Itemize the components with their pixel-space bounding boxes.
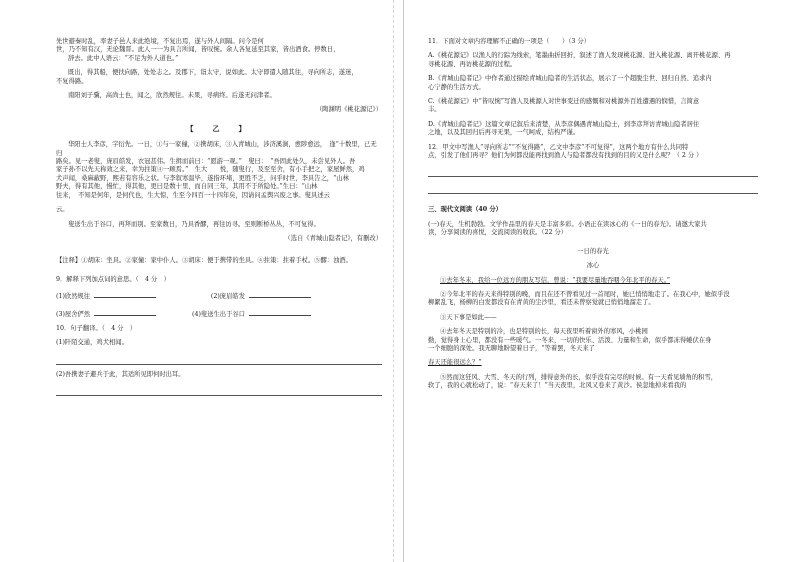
option-b-continued: 心宁静的生活方式。 <box>428 83 485 91</box>
passage-b-paragraph: 路矣。见一老叟，庞眉皓发，衣冠甚伟。生揖而前曰：“愿游一观。” 叟曰： “吾固此处久，未尝见外人。吾 <box>56 158 356 166</box>
passage-a-paragraph: 辞去。此中人语云：“不足为外人道也。” <box>68 54 179 62</box>
question-10-sentence-1: (1)阡陌交通，鸡犬相闻。 <box>56 339 128 347</box>
essay-paragraph: ①去年冬末，我给一位远方的朋友写信，曾说：“我要尽量地吞咽今年北平的春天。” <box>440 276 670 284</box>
section-3-intro-continued: 读，分享阅读的喜悦，交流阅读的收获。（22 分） <box>428 229 568 237</box>
passage-b-paragraph: 野夫，得有其他，慢忙，得其他，更曰是数十里，而自同三年，其用不于所隐处。”生曰：“山林 <box>56 183 318 191</box>
essay-paragraph: ⑤然而这狂风、大雪、冬天的行列，排得意外的长，似乎没有完尽的时候。有一天看见墙角的积雪， <box>440 373 718 381</box>
passage-a-paragraph: 既出，得其船，便扶向路，处处志之。及郡下，诣太守，说如此。太守即遣人随其往，寻向所志，遂迷， <box>68 69 358 77</box>
essay-title: 一日的春光 <box>577 247 609 255</box>
left-column <box>56 38 382 396</box>
question-12-continued: 点，引发了他们再寻？他们为何都没能再找到渔人与隐者都没有找到的目的又是什么呢？（ 2 分 ） <box>428 152 703 160</box>
fold-dashed-line <box>393 0 394 562</box>
option-d: D.《青城山隐者记》这篇文章记叙后来清楚，从李彦偶遇青城山隐士，到李彦拜访青城山隐者居住 <box>428 120 700 128</box>
essay-paragraph: 勤，觉得身上心里，都没有一些暖气。一冬来，一切的快乐、活泼、力量和生命，似乎都冻得蜷伏在身 <box>428 336 712 344</box>
question-9-item: (4)叟送生出于谷口 <box>192 309 311 319</box>
passage-a-paragraph: 世，乃不知有汉，无论魏晋。此人一一为具言所闻，皆叹惋。余人各复延至其家，皆出酒食。停数日， <box>56 46 340 54</box>
answer-blank[interactable] <box>94 291 156 298</box>
answer-line[interactable] <box>428 167 758 177</box>
option-c: C.《桃花源记》中“皆叹惋”写渔人及桃源人对世事变迁的感慨和对桃源外百姓遭遇的悯惜，言简意 <box>428 98 700 106</box>
right-column <box>428 38 758 391</box>
essay-author: 冰心 <box>586 262 600 270</box>
annotation-note: 【注释】①胡床：坐具。②家僮：家中仆人。③胡床：便于携带的坐具。④拄策：拄着手杖。⑤醪：浊酒。 <box>56 257 352 265</box>
essay-paragraph: ③天下事是如此—— <box>440 313 497 321</box>
option-a: A.《桃花源记》以渔人的行踪为线索，笔墨曲折回折，叙述了渔人发现桃花源、进入桃花源、离开桃花源、再 <box>428 52 731 60</box>
passage-b-paragraph: 家子孙不以先天称效之来，幸为拄策④一顾焉。” 生大 悦，随叟行，及至至舍，有小手把之，家屋鲜然，鸡 <box>56 166 365 174</box>
essay-paragraph: 软了，我的心就松动了，说：“春天来了！”当天夜里，北风又卷来了黄沙。侯忽地掉来看我的 <box>428 382 687 390</box>
question-10: 10．句子翻译。（ 4 分 ） <box>56 324 137 332</box>
question-9-item: (2)庞眉皓发 <box>211 291 311 301</box>
essay-paragraph: ④去年冬天是特别的冷，也是特别的长，每天夜里听着窗外的寒风，小桃园 <box>440 328 648 336</box>
essay-paragraph: 春天还能很远么？” <box>428 359 482 367</box>
question-9: 9．解释下列加点词的意思。（ 4 分 ） <box>56 275 170 283</box>
option-d-continued: 之地，以及其回归后再寻无果，一气呵成，结构严谨。 <box>428 129 580 137</box>
question-9-row <box>56 291 311 301</box>
section-3-intro: (一)春天，生机勃勃。文学作品里的春天是丰富多彩。小语正在读冰心的《一日的春光》。请邀大家共 <box>428 220 707 228</box>
passage-a-paragraph: 先世避秦时乱，率妻子邑人来此绝境，不复出焉，遂与外人间隔。问今是何 <box>56 38 264 45</box>
answer-blank[interactable] <box>249 291 311 298</box>
essay-paragraph: 柳絮乱飞，杨柳的白发都没有在青黄的尘沙里，看还未曾察觉就已悄悄地溜走了。 <box>428 299 655 307</box>
question-10-sentence-2: (2)吾携妻子避兵于此，其适所见即何时出耳。 <box>56 370 185 378</box>
passage-a-paragraph: 不复得路。 <box>56 77 88 85</box>
question-9-row <box>56 309 311 319</box>
passage-b-paragraph: 叟送生出于谷口，再拜而别。至家数日，乃具香醪，再往访寻。至则断桥丛丛，不可复得。 <box>68 220 320 228</box>
passage-b-paragraph: 云。 <box>56 206 69 214</box>
answer-line[interactable] <box>56 386 382 396</box>
question-12: 12．甲文中写渔人“寻向所志”“不复得路”，乙文中李彦“不可复得”，这两个地方有什么共同特 <box>428 143 689 151</box>
question-9-item: (1)欣然规往 <box>56 291 156 301</box>
column-divider <box>403 0 404 562</box>
passage-b-paragraph: 犬声闻，桑麻蔽野，熙若有容乐之状。与李叙寒温毕，遂指环堵，更胜不乏，问乎时世，李具告之，“山林 <box>56 174 349 182</box>
answer-blank[interactable] <box>249 309 311 316</box>
option-c-continued: 丰。 <box>428 106 441 114</box>
essay-paragraph: 一个细胞的深处。我无聊地盼望着日子，“等着罢，冬天来了 <box>428 344 595 352</box>
passage-b-paragraph: 往来， 不知是何年，是何代也，生大惊，生至今四百一十四年矣，因请问孟舆兴废之事。叟具述云 <box>56 191 330 199</box>
passage-b-paragraph: 华阳士人李彦，字衍先。一日，①与一家僮，②携胡床，③入青城山，涉济溪涧，愈陟愈远， 逢“十数里，已无归 <box>56 141 377 157</box>
answer-blank[interactable] <box>94 309 156 316</box>
question-9-item: (3)屋舍俨然 <box>56 309 156 319</box>
option-b: B.《青城山隐者记》中作者通过描绘青城山隐者的生活状态，展示了一个超脱尘世、回归自然、追求内 <box>428 75 712 83</box>
source-citation-a: （陶渊明《桃花源记》） <box>315 106 382 114</box>
option-a-continued: 寻桃花源、再访桃花源的过程。 <box>428 60 517 68</box>
source-citation-b: （选自《青城山隐者记》，有删改） <box>284 234 382 242</box>
passage-a-paragraph: 南阳刘子骥，高尚士也，闻之，欣然规往。未果，寻病终。后遂无问津者。 <box>68 92 276 100</box>
essay-paragraph: ②今年北平的春天来得特别的晚，而且在还不曾看见过一首尾时，她已悄悄地走了。在我心中，她似乎没 <box>440 290 730 298</box>
answer-line[interactable] <box>56 355 382 365</box>
question-11: 11．下面对文章内容理解不正确的一项是（ ）（3 分） <box>428 38 590 45</box>
answer-line[interactable] <box>428 184 758 194</box>
passage-b-heading: 【 乙 】 <box>186 123 252 133</box>
section-3-title: 三、现代文阅读（40 分） <box>428 206 502 214</box>
